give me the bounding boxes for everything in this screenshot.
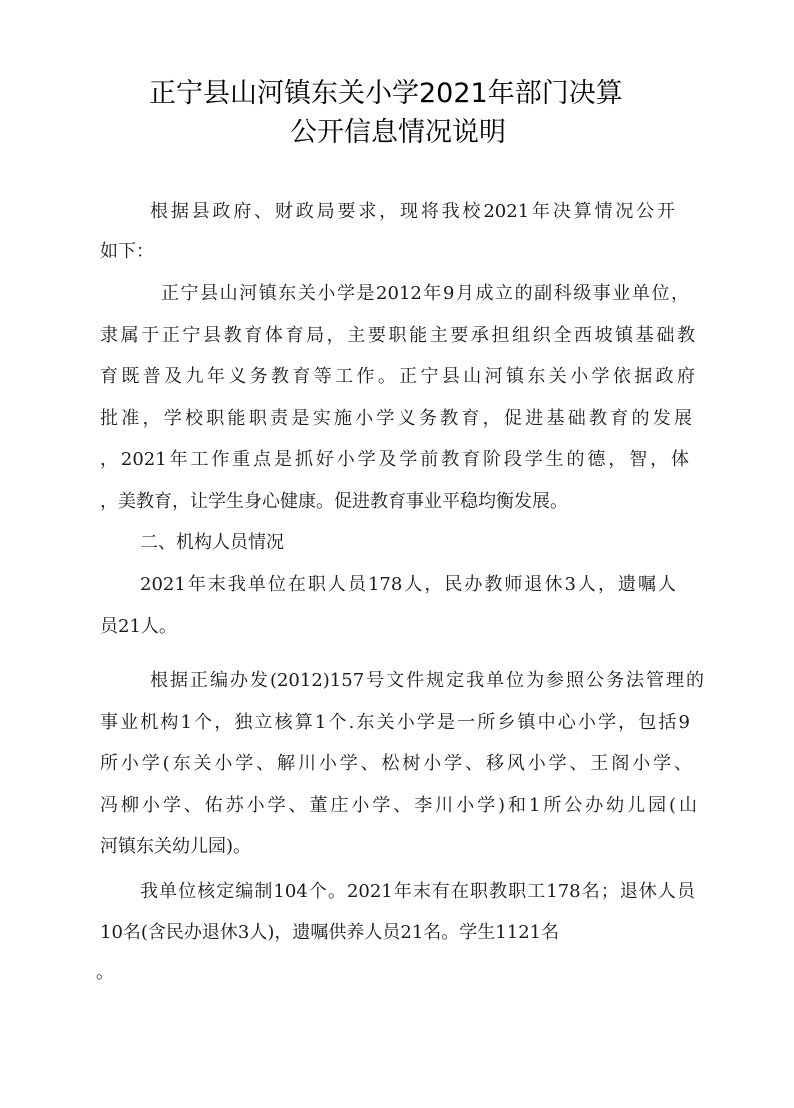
staff-line-2: 员21人。: [100, 616, 177, 637]
section1-line-4: 批准，学校职能职责是实施小学义务教育，促进基础教育的发展: [100, 408, 692, 429]
org-line-1: 根据正编办发(2012)157号文件规定我单位为参照公务法管理的: [150, 670, 704, 691]
org-line-5: 河镇东关幼儿园)。: [100, 836, 252, 857]
intro-line-2: 如下：: [100, 241, 154, 262]
section1-line-1: 正宁县山河镇东关小学是2012年9月成立的副科级事业单位，: [161, 283, 689, 304]
section2-heading: 二、机构人员情况: [140, 532, 284, 553]
intro-line-1: 根据县政府、财政局要求，现将我校2021年决算情况公开: [150, 201, 675, 222]
section1-line-2: 隶属于正宁县教育体育局，主要职能主要承担组织全西坡镇基础教: [100, 325, 695, 346]
org-line-2: 事业机构1个，独立核算1个.东关小学是一所乡镇中心小学，包括9: [100, 712, 690, 733]
document-title-line-2: 公开信息情况说明: [290, 117, 506, 148]
quota-line-1: 我单位核定编制104个。2021年末有在职教职工178名；退休人员: [140, 881, 695, 902]
staff-line-1: 2021年末我单位在职人员178人，民办教师退休3人，遗嘱人: [140, 574, 676, 595]
org-line-3: 所小学(东关小学、解川小学、松树小学、移风小学、王阁小学、: [100, 753, 692, 774]
section1-line-3: 育既普及九年义务教育等工作。正宁县山河镇东关小学依据政府: [100, 366, 695, 387]
org-line-4: 冯柳小学、佑苏小学、董庄小学、李川小学)和1所公办幼儿园(山: [100, 795, 697, 816]
quota-line-2: 10名(含民办退休3人)，遗嘱供养人员21名。学生1121名: [100, 922, 560, 943]
section1-line-6: ，美教育，让学生身心健康。促进教育事业平稳均衡发展。: [100, 491, 568, 512]
section1-line-5: ，2021年工作重点是抓好小学及学前教育阶段学生的德，智，体: [100, 449, 689, 470]
document-title-line-1: 正宁县山河镇东关小学2021年部门决算: [149, 78, 623, 109]
quota-line-3: 。: [96, 962, 114, 983]
